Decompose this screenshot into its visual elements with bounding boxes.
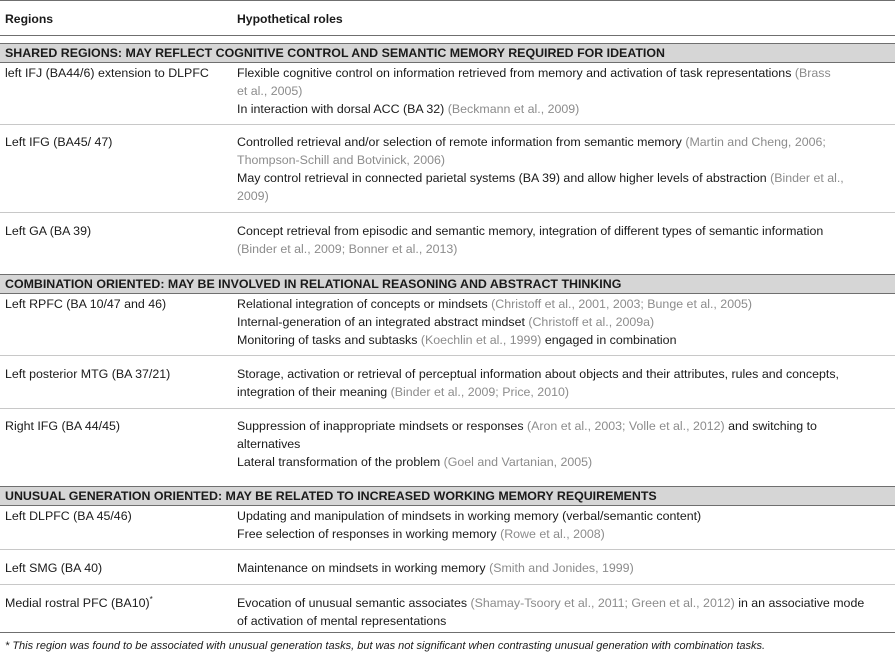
roles-cell: Evocation of unusual semantic associates (Shamay-Tsoory et al., 2011; Green et al., 2012) in an associative mode of activation of mental representations [237, 596, 865, 628]
roles-cell: Maintenance on mindsets in working memory (Smith and Jonides, 1999) [237, 561, 634, 575]
header-hypothetical-roles: Hypothetical roles [237, 12, 343, 26]
table-row [0, 295, 895, 356]
table-row [0, 365, 895, 409]
table-row [0, 559, 895, 585]
table-row [0, 133, 895, 213]
region-cell: Left SMG (BA 40) [5, 561, 103, 575]
region-cell: Left RPFC (BA 10/47 and 46) [5, 297, 167, 311]
table-row [0, 594, 895, 632]
region-cell: Left GA (BA 39) [5, 224, 92, 238]
table-row [0, 222, 895, 264]
roles-cell: Concept retrieval from episodic and semantic memory, integration of different types of semantic information (Binder et al., 2009; Bonner et al., 2013) [237, 224, 824, 256]
region-cell: Left posterior MTG (BA 37/21) [5, 367, 171, 381]
region-cell: Right IFG (BA 44/45) [5, 419, 121, 433]
roles-cell: Flexible cognitive control on information retrieved from memory and activation of task representations (Brass et al., 2005) In interaction with dorsal ACC (BA 32) (Beckmann et al., 2009) [237, 66, 831, 116]
header-regions: Regions [5, 12, 54, 26]
region-cell: Left DLPFC (BA 45/46) [5, 509, 132, 523]
section-header-shared: SHARED REGIONS: MAY REFLECT COGNITIVE CONTROL AND SEMANTIC MEMORY REQUIRED FOR IDEATION [0, 43, 895, 63]
region-cell: left IFJ (BA44/6) extension to DLPFC [5, 66, 209, 80]
table-row [0, 64, 895, 125]
region-cell: Left IFG (BA45/ 47) [5, 135, 113, 149]
table-row [0, 507, 895, 550]
table-row [0, 417, 895, 479]
roles-cell: Storage, activation or retrieval of perceptual information about objects and their attributes, rules and concepts, integration of their meaning (Binder et al., 2009; Price, 2010) [237, 367, 839, 399]
roles-cell: Suppression of inappropriate mindsets or responses (Aron et al., 2003; Volle et al., 2012) and switching to alternatives Lateral transformation of the problem (Goel and Vartanian, 2005) [237, 419, 817, 469]
roles-cell: Controlled retrieval and/or selection of remote information from semantic memory (Martin and Cheng, 2006; Thompson-Schill and Botvinick, 2006) May control retrieval in connected parietal systems (BA 39) and allow higher levels of abstraction (Binder et al., 2009) [237, 135, 844, 203]
roles-cell: Relational integration of concepts or mindsets (Christoff et al., 2001, 2003; Bunge et al., 2005) Internal-generation of an integrated abstract mindset (Christoff et al., 2009a) Monitoring of tasks and subtasks (Koechlin et al., 1999) engaged in combination [237, 297, 752, 347]
section-header-unusual-generation: UNUSUAL GENERATION ORIENTED: MAY BE RELATED TO INCREASED WORKING MEMORY REQUIREMENTS [0, 486, 895, 506]
table-footnote: * This region was found to be associated with unusual generation tasks, but was not significant when contrasting unusual generation with combination tasks. [0, 632, 895, 662]
table-header [0, 0, 895, 36]
footnote-marker: * [149, 594, 153, 604]
section-header-combination: COMBINATION ORIENTED: MAY BE INVOLVED IN RELATIONAL REASONING AND ABSTRACT THINKING [0, 274, 895, 294]
roles-cell: Updating and manipulation of mindsets in working memory (verbal/semantic content) Free selection of responses in working memory (Rowe et al., 2008) [237, 509, 702, 541]
region-cell: Medial rostral PFC (BA10)* [5, 594, 153, 610]
